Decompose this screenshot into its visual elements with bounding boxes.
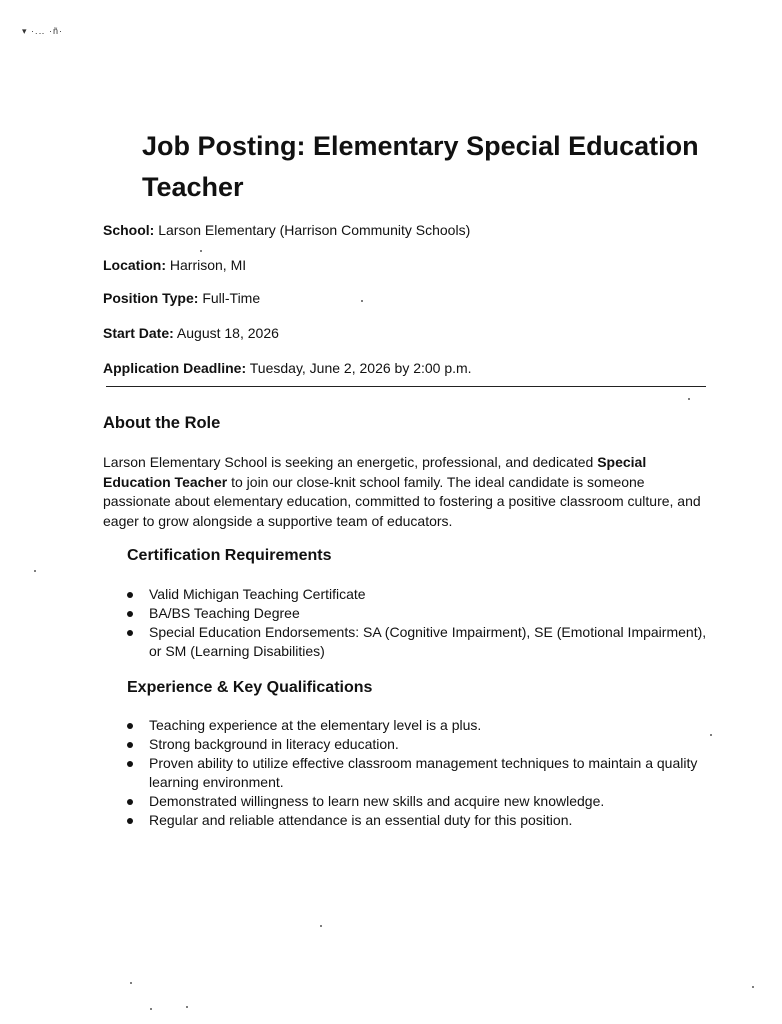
bullet-icon <box>127 723 133 729</box>
list-item-text: Demonstrated willingness to learn new skills and acquire new knowledge. <box>149 793 605 809</box>
section-divider <box>106 386 706 387</box>
section-heading-certification: Certification Requirements <box>127 547 332 564</box>
scan-speck <box>150 1008 152 1010</box>
list-item <box>127 604 717 623</box>
detail-label: School: <box>103 222 155 238</box>
bullet-icon <box>127 630 133 636</box>
list-item <box>127 811 717 830</box>
detail-label: Start Date: <box>103 325 174 341</box>
list-item <box>127 716 717 735</box>
certification-list <box>127 585 717 661</box>
detail-value: Tuesday, June 2, 2026 by 2:00 p.m. <box>249 360 472 376</box>
detail-school <box>103 222 470 238</box>
scan-speck <box>34 570 36 572</box>
list-item <box>127 735 717 754</box>
detail-value: Harrison, MI <box>169 257 247 273</box>
list-item <box>127 623 717 661</box>
detail-location <box>103 257 246 273</box>
detail-value: August 18, 2026 <box>176 325 279 341</box>
scan-speck <box>688 398 690 400</box>
detail-start-date <box>103 325 279 341</box>
bullet-icon <box>127 799 133 805</box>
list-item-text: Teaching experience at the elementary level is a plus. <box>149 717 482 733</box>
section-heading-about: About the Role <box>103 414 221 432</box>
bullet-icon <box>127 611 133 617</box>
list-item <box>127 754 717 792</box>
bullet-icon <box>127 592 133 598</box>
list-item-text: Proven ability to utilize effective classroom management techniques to maintain a quality learning environment. <box>149 755 698 790</box>
about-paragraph <box>103 453 703 531</box>
detail-label: Application Deadline: <box>103 360 247 376</box>
scan-speck <box>710 734 712 736</box>
list-item-text: Strong background in literacy education. <box>149 736 399 752</box>
about-text-start: Larson Elementary School is seeking an energetic, professional, and dedicated <box>103 454 598 470</box>
detail-label: Position Type: <box>103 290 199 306</box>
scan-speck <box>752 986 754 988</box>
list-item-text: Valid Michigan Teaching Certificate <box>149 586 366 602</box>
detail-value: Full-Time <box>202 290 261 306</box>
scan-speck <box>130 982 132 984</box>
detail-application-deadline <box>103 360 472 376</box>
about-text-bold: Special Education Teacher <box>103 454 647 490</box>
detail-position-type <box>103 290 260 306</box>
detail-value: Larson Elementary (Harrison Community Schools) <box>158 222 471 238</box>
scan-speck <box>186 1006 188 1008</box>
list-item <box>127 792 717 811</box>
list-item-text: Regular and reliable attendance is an essential duty for this position. <box>149 812 573 828</box>
list-item-text: Special Education Endorsements: SA (Cognitive Impairment), SE (Emotional Impairment), or SM (Learning Disabilities) <box>149 624 707 659</box>
scan-artifact-mark: ▾ ·.‥ ·ñ· <box>22 26 64 36</box>
section-heading-experience: Experience & Key Qualifications <box>127 679 373 696</box>
detail-label: Location: <box>103 257 166 273</box>
about-text-end: to join our close-knit school family. The ideal candidate is someone passionate about elementary education, committed to fostering a positive classroom culture, and eager to grow alongside a supportive team of educators. <box>103 473 701 529</box>
bullet-icon <box>127 761 133 767</box>
page-title: Job Posting: Elementary Special Education Teacher <box>142 131 699 202</box>
scan-speck <box>320 925 322 927</box>
experience-list <box>127 716 717 830</box>
list-item-text: BA/BS Teaching Degree <box>149 605 300 621</box>
scan-speck <box>200 250 202 252</box>
list-item <box>127 585 717 604</box>
bullet-icon <box>127 818 133 824</box>
bullet-icon <box>127 742 133 748</box>
scan-speck <box>361 300 363 302</box>
